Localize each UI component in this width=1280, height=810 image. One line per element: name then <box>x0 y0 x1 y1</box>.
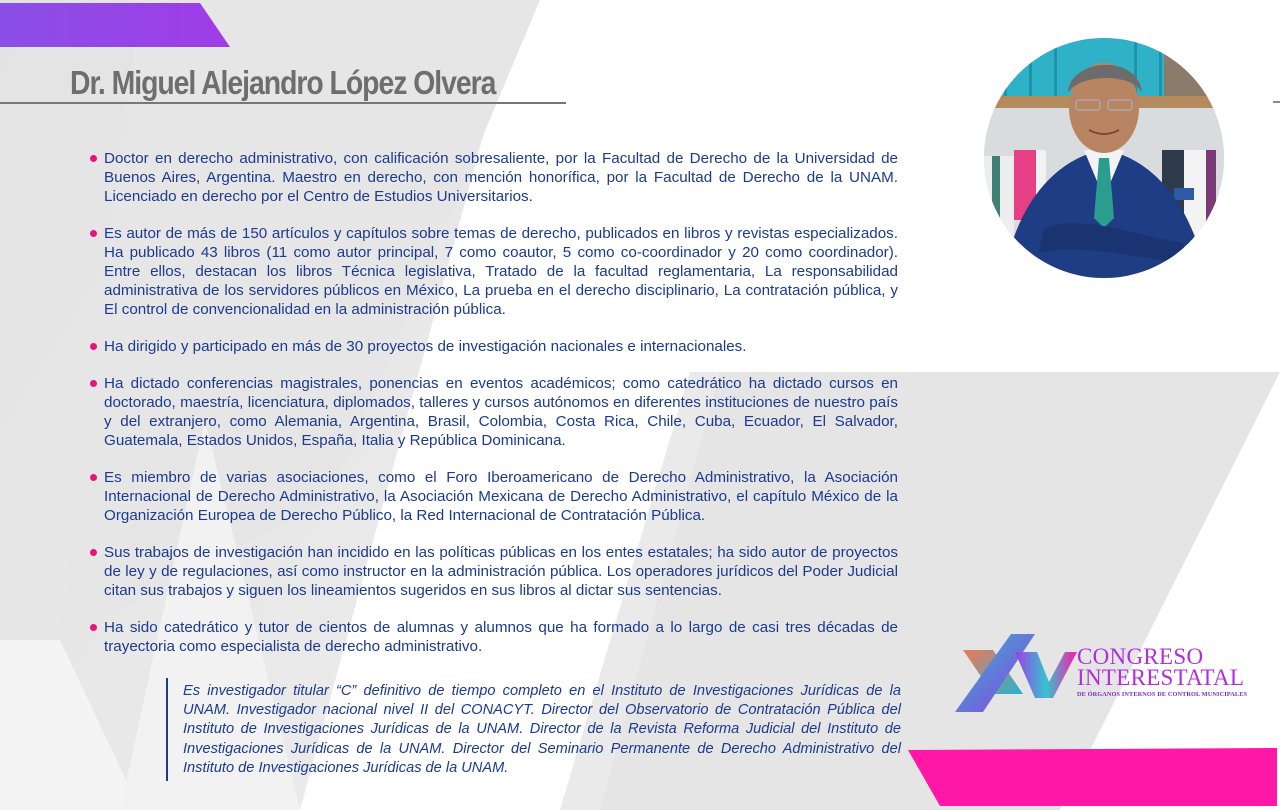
decorative-tick <box>1273 101 1280 103</box>
list-item-text: Ha dirigido y participado en más de 30 proyectos de investigación nacionales e internacionales. <box>104 338 747 355</box>
list-item <box>90 337 898 356</box>
logo-title-line1: CONGRESO <box>1077 644 1204 669</box>
list-item <box>90 224 898 319</box>
portrait-photo <box>984 38 1224 278</box>
biography-list <box>90 149 898 674</box>
purple-band <box>0 3 230 47</box>
list-item-text: Es autor de más de 150 artículos y capítulos sobre temas de derecho, publicados en libros y revistas especializados. Ha publicado 43 libros (11 como autor principal, 7 como coautor, 5 como co-coordinador y 20 como coordinador). Entre ellos, destacan los libros Técnica legislativa, Tratado de la facultad reglamentaria, La responsabilidad administrativa de los servidores públicos en México, La prueba en el derecho disciplinario, La contratación pública, y El control de convencionalidad en la administración pública. <box>104 225 898 318</box>
list-item <box>90 374 898 450</box>
list-item-text: Ha dictado conferencias magistrales, ponencias en eventos académicos; como catedrático ha dictado cursos en doctorado, maestría, licenciatura, diplomados, talleres y cursos autónomos en diferentes instituciones de nuestro país y del extranjero, como Alemania, Argentina, Brasil, Colombia, Costa Rica, Chile, Cuba, Ecuador, El Salvador, Guatemala, Estados Unidos, España, Italia y República Dominicana. <box>104 375 898 449</box>
list-item <box>90 149 898 206</box>
bullet-dot-icon <box>90 155 97 162</box>
xv-logo-icon <box>953 632 1078 714</box>
logo-subtitle: DE ÓRGANOS INTERNOS DE CONTROL MUNICIPALES <box>1077 691 1248 698</box>
list-item-text: Ha sido catedrático y tutor de cientos de alumnas y alumnos que ha formado a lo largo de casi tres décadas de trayectoria como especialista de derecho administrativo. <box>104 619 898 655</box>
magenta-band <box>908 748 1277 806</box>
congress-logo <box>953 632 1263 716</box>
bullet-dot-icon <box>90 624 97 631</box>
bullet-dot-icon <box>90 343 97 350</box>
list-item <box>90 618 898 656</box>
bullet-dot-icon <box>90 549 97 556</box>
page-title: Dr. Miguel Alejandro López Olvera <box>70 64 496 101</box>
logo-title-line2: INTERESTATAL <box>1077 665 1245 690</box>
list-item-text: Doctor en derecho administrativo, con calificación sobresaliente, por la Facultad de Derecho de la Universidad de Buenos Aires, Argentina. Maestro en derecho, con mención honorífica, por la Facultad de Derecho de la UNAM. Licenciado en derecho por el Centro de Estudios Universitarios. <box>104 150 898 205</box>
bullet-dot-icon <box>90 474 97 481</box>
title-underline <box>0 62 566 104</box>
list-item <box>90 543 898 600</box>
portrait-image <box>984 38 1224 278</box>
highlight-quote: Es investigador titular “C” definitivo de tiempo completo en el Instituto de Investigaciones Jurídicas de la UNAM. Investigador nacional nivel II del CONACYT. Director del Observatorio de Contratación Pública del Instituto de Investigaciones Jurídicas de la UNAM. Director de la Revista Reforma Judicial del Instituto de Investigaciones Jurídicas de la UNAM. Director del Seminario Permanente de Derecho Administrativo del Instituto de Investigaciones Jurídicas de la UNAM. <box>166 678 901 781</box>
list-item-text: Sus trabajos de investigación han incidido en las políticas públicas en los entes estatales; ha sido autor de proyectos de ley y de regulaciones, así como instructor en la administración pública. Los operadores jurídicos del Poder Judicial citan sus trabajos y siguen los lineamientos sugeridos en sus libros al dictar sus sentencias. <box>104 544 898 599</box>
list-item <box>90 468 898 525</box>
bullet-dot-icon <box>90 380 97 387</box>
bullet-dot-icon <box>90 230 97 237</box>
list-item-text: Es miembro de varias asociaciones, como el Foro Iberoamericano de Derecho Administrativo, la Asociación Internacional de Derecho Administrativo, la Asociación Mexicana de Derecho Administrativo, el capítulo México de la Organización Europea de Derecho Público, la Red Internacional de Contratación Pública. <box>104 469 898 524</box>
